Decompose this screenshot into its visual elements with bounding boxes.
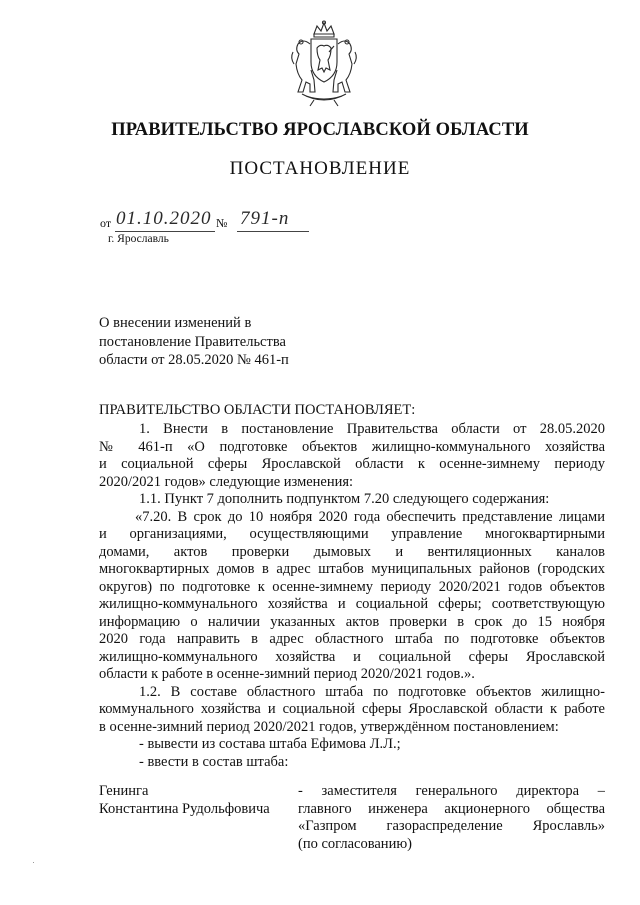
scan-speck	[33, 862, 34, 863]
body-line: 2020/2021 годов» следующие изменения:	[99, 473, 354, 490]
body-line: области к работе в осенне-зимний период 2020/2021 годов.».	[99, 666, 475, 682]
role-line: (по согласованию)	[298, 835, 412, 852]
subject-line: О внесении изменений в	[99, 315, 252, 331]
yaroslavl-coat-of-arms-icon	[284, 20, 364, 108]
role-line: «Газпром газораспределение Ярославль»	[298, 818, 605, 834]
government-title: ПРАВИТЕЛЬСТВО ЯРОСЛАВСКОЙ ОБЛАСТИ	[111, 120, 529, 140]
document-date: 01.10.2020	[116, 208, 212, 229]
body-line: 1. Внести в постановление Правительства области от 28.05.2020	[139, 421, 605, 437]
document-body	[99, 421, 605, 771]
date-prefix: от	[100, 216, 112, 230]
body-line: - ввести в состав штаба:	[139, 753, 289, 770]
body-line: 1.2. В составе областного штаба по подготовке объектов жилищно-	[139, 683, 605, 700]
body-line: жилищно-коммунального хозяйства и социальной сферы Ярославской	[99, 648, 605, 665]
subject-line: области от 28.05.2020 № 461-п	[99, 352, 289, 368]
number-prefix: №	[216, 216, 228, 230]
role-line: главного инженера акционерного общества	[298, 800, 605, 817]
body-line: «7.20. В срок до 10 ноября 2020 года обеспечить представление лицами	[135, 508, 605, 525]
body-line: многоквартирных домов в адрес штабов муниципальных районов (городских	[99, 561, 605, 577]
body-line: и социальной сферы Ярославской области к осенне-зимнему периоду	[99, 456, 605, 472]
resolve-heading: ПРАВИТЕЛЬСТВО ОБЛАСТИ ПОСТАНОВЛЯЕТ:	[99, 402, 416, 418]
document-type: ПОСТАНОВЛЕНИЕ	[229, 158, 411, 179]
appointee-name	[99, 783, 289, 818]
appointee-given-name: Константина Рудольфовича	[99, 800, 270, 817]
document-number: 791-п	[240, 208, 290, 229]
appointee-surname: Генинга	[99, 783, 149, 799]
appointee-role	[298, 783, 605, 853]
date-number-line	[100, 208, 340, 234]
number-underline	[237, 231, 309, 232]
document-subject	[99, 314, 289, 370]
city: г. Ярославль	[108, 233, 169, 245]
body-line: округов) по подготовке к осенне-зимнему периоду 2020/2021 годов объектов	[99, 578, 605, 595]
body-line: и организациями, осуществляющими управление многоквартирными	[99, 526, 605, 542]
body-line: домами, актов проверки дымовых и вентиляционных каналов	[99, 543, 605, 560]
body-line: - вывести из состава штаба Ефимова Л.Л.;	[139, 736, 401, 752]
role-line: - заместителя генерального директора –	[298, 783, 605, 799]
body-line: коммунального хозяйства и социальной сферы Ярославской области к работе	[99, 701, 605, 717]
body-line: жилищно-коммунального хозяйства и социальной сферы; соответствующую	[99, 596, 605, 612]
body-line: 1.1. Пункт 7 дополнить подпунктом 7.20 следующего содержания:	[139, 491, 550, 507]
body-line: информацию о наличии указанных актов проверки в срок до 15 ноября	[99, 613, 605, 630]
body-line: в осенне-зимний период 2020/2021 годов, утверждённом постановлением:	[99, 718, 559, 735]
date-underline	[115, 231, 215, 232]
body-line: № 461-п «О подготовке объектов жилищно-коммунального хозяйства	[99, 438, 605, 455]
body-line: 2020 года направить в адрес областного штаба по подготовке объектов	[99, 631, 605, 647]
subject-line: постановление Правительства	[99, 333, 286, 350]
